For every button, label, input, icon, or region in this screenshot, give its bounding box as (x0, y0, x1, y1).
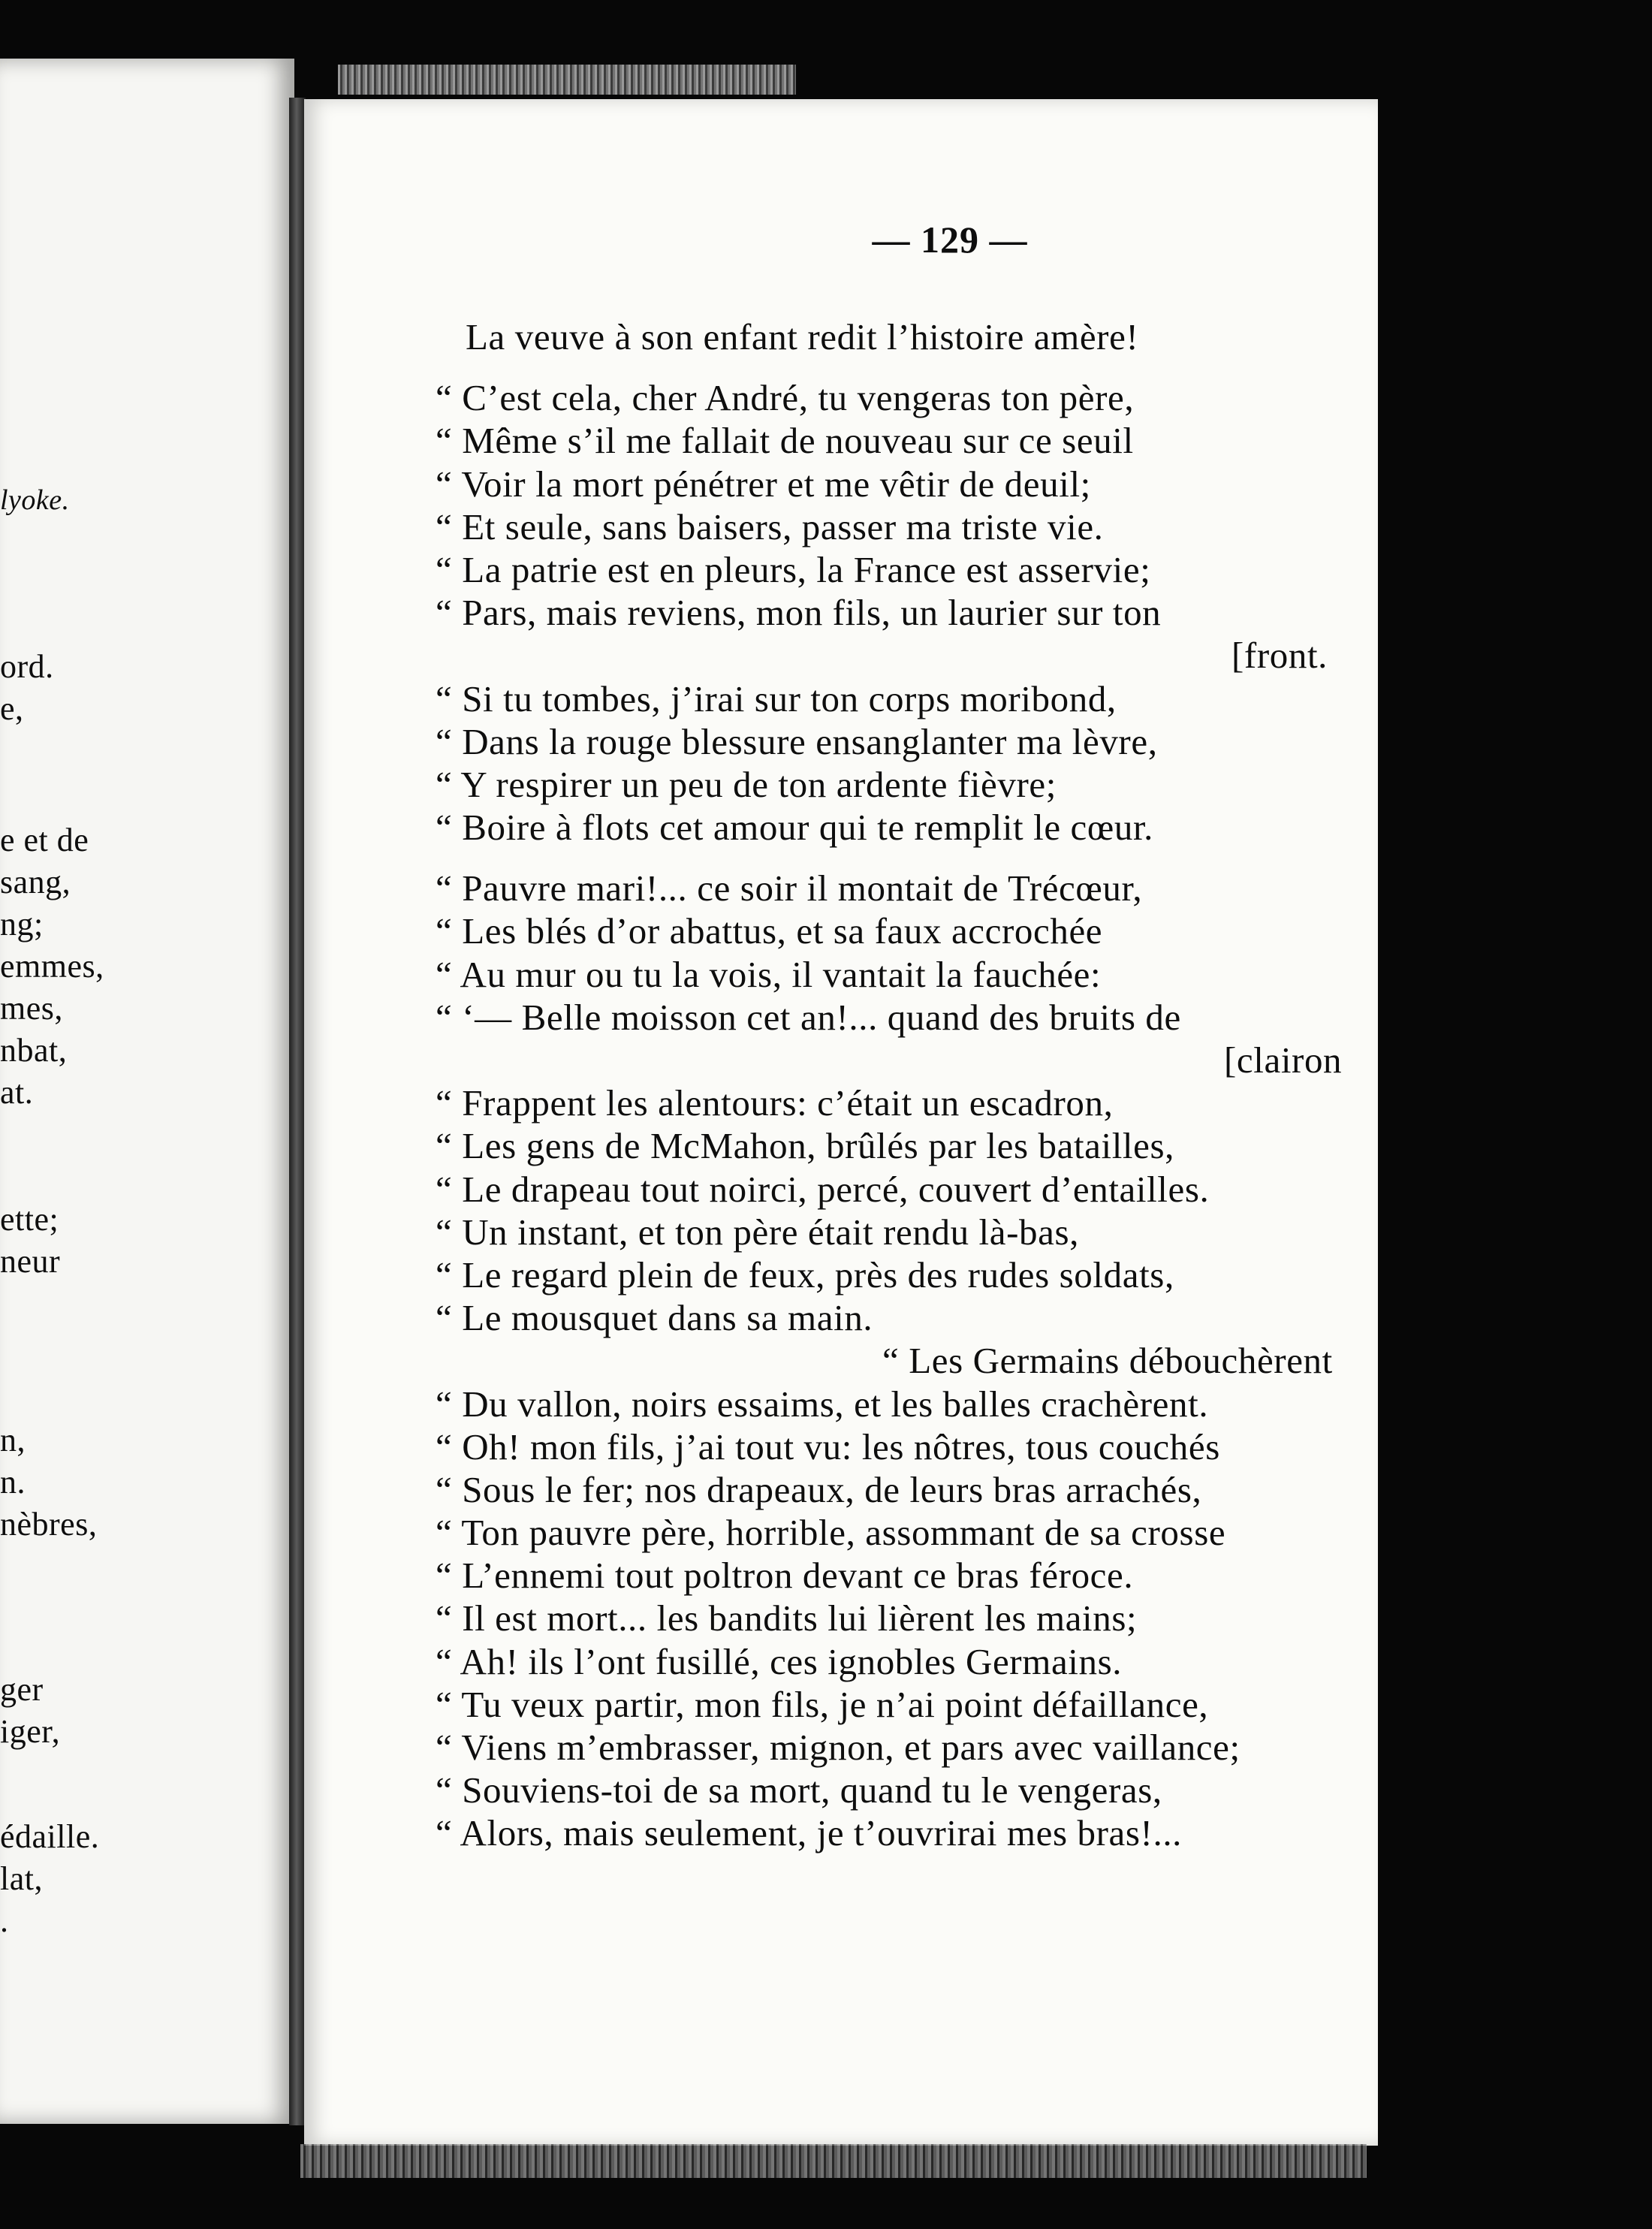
poem-opening-line: La veuve à son enfant redit l’histoire amère! (466, 316, 1139, 357)
poem-line: “ Le regard plein de feux, près des rudes soldats, (436, 1253, 1174, 1295)
left-fragment: sang, (0, 864, 71, 900)
bottom-binding-edge (300, 2144, 1367, 2178)
poem-line: “ Si tu tombes, j’irai sur ton corps moribond, (436, 677, 1117, 719)
left-fragment: mes, (0, 990, 63, 1027)
page-number: — 129 — (872, 219, 1028, 261)
left-fragment: . (0, 1902, 9, 1939)
poem-line: “ Même s’il me fallait de nouveau sur ce seuil (436, 420, 1134, 462)
book-gutter (289, 98, 306, 2125)
left-fragment: neur (0, 1243, 61, 1280)
poem-line: “ ‘— Belle moisson cet an!... quand des bruits de (436, 996, 1181, 1038)
left-fragment: édaille. (0, 1818, 100, 1855)
poem-line: “ L’ennemi tout poltron devant ce bras féroce. (436, 1555, 1134, 1597)
left-fragment: at. (0, 1074, 34, 1111)
poem-line: “ Ah! ils l’ont fusillé, ces ignobles Germains. (436, 1640, 1123, 1682)
left-fragment: n. (0, 1464, 26, 1501)
poem-line: “ C’est cela, cher André, tu vengeras ton père, (436, 377, 1135, 419)
poem-line: “ La patrie est en pleurs, la France est asservie; (436, 548, 1151, 590)
poem-line: “ Viens m’embrasser, mignon, et pars avec vaillance; (436, 1727, 1241, 1768)
left-fragment: iger, (0, 1713, 61, 1750)
left-fragment: emmes, (0, 948, 104, 985)
left-fragment: lyoke. (0, 484, 70, 516)
poem-line: “ Les blés d’or abattus, et sa faux accrochée (436, 910, 1103, 952)
left-fragment: ord. (0, 648, 54, 685)
poem-line: “ Oh! mon fils, j’ai tout vu: les nôtres, tous couchés (436, 1425, 1220, 1467)
left-fragment: ette; (0, 1201, 59, 1238)
left-fragment: ger (0, 1671, 44, 1708)
poem-line: “ Le drapeau tout noirci, percé, couvert d’entailles. (436, 1168, 1210, 1210)
poem-line: “ Du vallon, noirs essaims, et les balles crachèrent. (436, 1383, 1209, 1425)
left-fragment: nbat, (0, 1032, 68, 1069)
left-fragment: nèbres, (0, 1506, 98, 1543)
poem-line: “ Pars, mais reviens, mon fils, un laurier sur ton (436, 592, 1162, 634)
poem-line: “ Tu veux partir, mon fils, je n’ai point défaillance, (436, 1683, 1209, 1725)
top-binding-edge (338, 65, 796, 95)
left-fragment: lat, (0, 1860, 43, 1897)
left-fragment: e et de (0, 822, 89, 858)
poem-line: “ Sous le fer; nos drapeaux, de leurs bras arrachés, (436, 1468, 1202, 1510)
poem-line: “ Et seule, sans baisers, passer ma triste vie. (436, 505, 1104, 547)
poem-line: “ Alors, mais seulement, je t’ouvrirai mes bras!... (436, 1812, 1183, 1854)
poem-line: “ Les gens de McMahon, brûlés par les batailles, (436, 1125, 1175, 1167)
left-fragment: ng; (0, 906, 44, 943)
left-fragment: n, (0, 1422, 26, 1458)
poem (436, 315, 1442, 1855)
poem-line-continuation: [clairon (1224, 1039, 1343, 1081)
poem-line: “ Voir la mort pénétrer et me vêtir de deuil; (436, 463, 1091, 505)
poem-line: “ Le mousquet dans sa main. (436, 1297, 873, 1339)
poem-line: “ Les Germains débouchèrent (882, 1340, 1333, 1382)
poem-line: “ Souviens-toi de sa mort, quand tu le vengeras, (436, 1769, 1162, 1811)
poem-line: “ Au mur ou tu la vois, il vantait la fauchée: (436, 953, 1102, 995)
poem-line: “ Il est mort... les bandits lui lièrent les mains; (436, 1597, 1138, 1639)
left-fragment: e, (0, 690, 24, 727)
poem-line: “ Boire à flots cet amour qui te remplit le cœur. (436, 807, 1154, 849)
poem-line: “ Frappent les alentours: c’était un escadron, (436, 1082, 1114, 1124)
poem-line: “ Ton pauvre père, horrible, assommant de sa crosse (436, 1512, 1226, 1554)
poem-line-continuation: [front. (1231, 635, 1328, 677)
poem-line: “ Dans la rouge blessure ensanglanter ma lèvre, (436, 720, 1158, 762)
poem-line: “ Un instant, et ton père était rendu là-bas, (436, 1211, 1079, 1253)
poem-line: “ Pauvre mari!... ce soir il montait de Trécœur, (436, 867, 1143, 909)
poem-line: “ Y respirer un peu de ton ardente fièvre; (436, 763, 1057, 805)
left-page-edge (0, 59, 294, 2124)
